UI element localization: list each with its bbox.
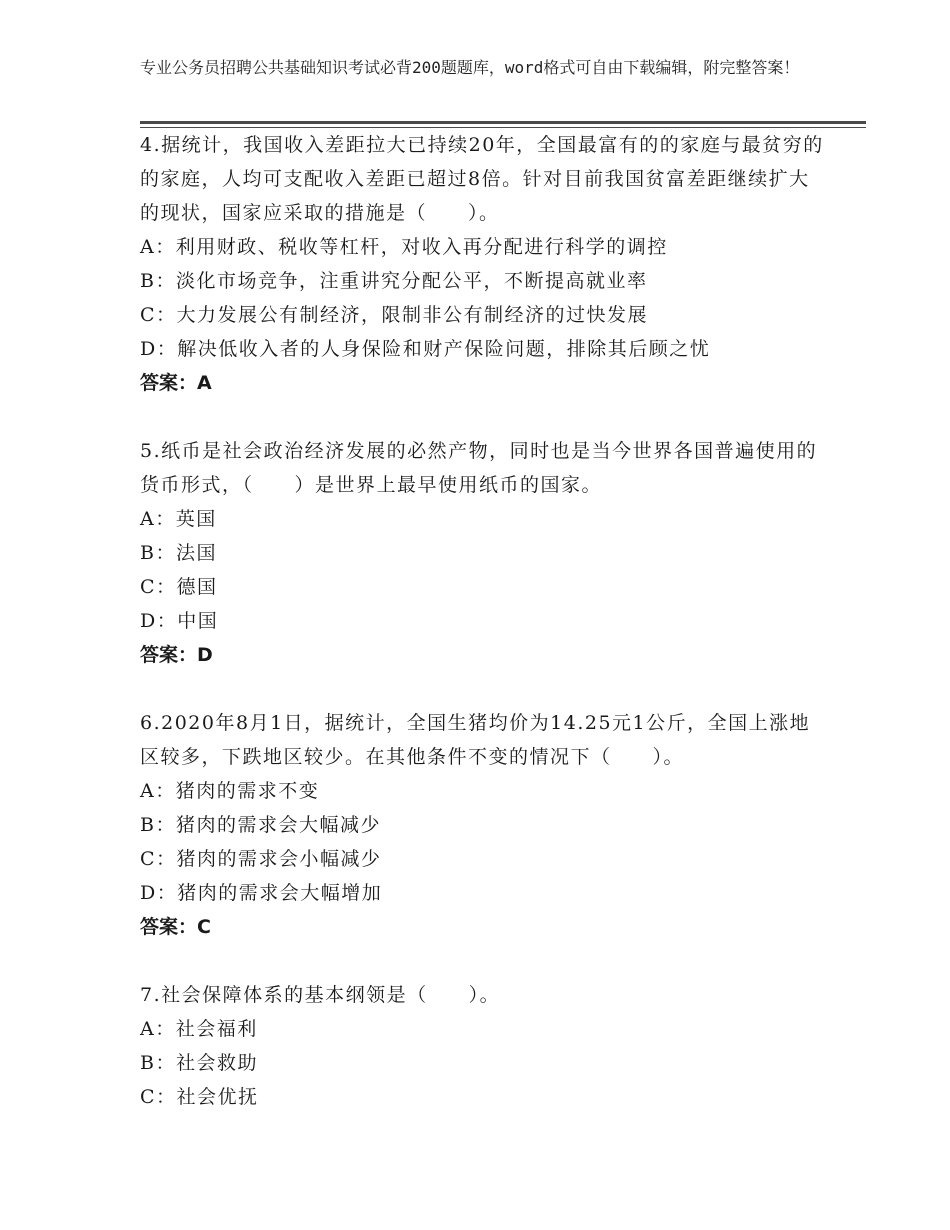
option-c: C：社会优抚: [140, 1086, 259, 1108]
option-a: A：利用财政、税收等杠杆，对收入再分配进行科学的调控: [140, 236, 668, 258]
option-b: B：淡化市场竞争，注重讲究分配公平，不断提高就业率: [140, 270, 648, 292]
answer: 答案：A: [140, 372, 212, 394]
option-b: B：社会救助: [140, 1052, 258, 1074]
question-5: [140, 434, 830, 672]
answer: 答案：C: [140, 916, 211, 938]
question-4: [140, 128, 830, 400]
question-list: [140, 128, 830, 1148]
header-rule-thick: [140, 121, 866, 124]
question-text: 4.据统计，我国收入差距拉大已持续20年，全国最富有的的家庭与最贫穷的的家庭，人均可支配收入差距已超过8倍。针对目前我国贫富差距继续扩大的现状，国家应采取的措施是（ ）。: [140, 134, 824, 224]
question-6: [140, 706, 830, 944]
question-text: 5.纸币是社会政治经济发展的必然产物，同时也是当今世界各国普遍使用的货币形式，（ ）是世界上最早使用纸币的国家。: [140, 440, 818, 496]
question-text: 7.社会保障体系的基本纲领是（ ）。: [140, 984, 501, 1006]
option-c: C：德国: [140, 576, 218, 598]
option-d: D：中国: [140, 610, 219, 632]
option-c: C：猪肉的需求会小幅减少: [140, 848, 382, 870]
question-7: [140, 978, 830, 1114]
option-d: D：猪肉的需求会大幅增加: [140, 882, 383, 904]
option-c: C：大力发展公有制经济，限制非公有制经济的过快发展: [140, 304, 649, 326]
option-a: A：英国: [140, 508, 217, 530]
question-text: 6.2020年8月1日，据统计，全国生猪均价为14.25元1公斤，全国上涨地区较多，下跌地区较少。在其他条件不变的情况下（ ）。: [140, 712, 811, 768]
option-b: B：法国: [140, 542, 217, 564]
option-d: D：解决低收入者的人身保险和财产保险问题，排除其后顾之忧: [140, 338, 711, 360]
option-b: B：猪肉的需求会大幅减少: [140, 814, 381, 836]
option-a: A：猪肉的需求不变: [140, 780, 320, 802]
answer: 答案：D: [140, 644, 213, 666]
header-text: 专业公务员招聘公共基础知识考试必背200题题库，word格式可自由下载编辑，附完整答案！: [140, 58, 800, 77]
option-a: A：社会福利: [140, 1018, 258, 1040]
document-header: [140, 56, 840, 79]
